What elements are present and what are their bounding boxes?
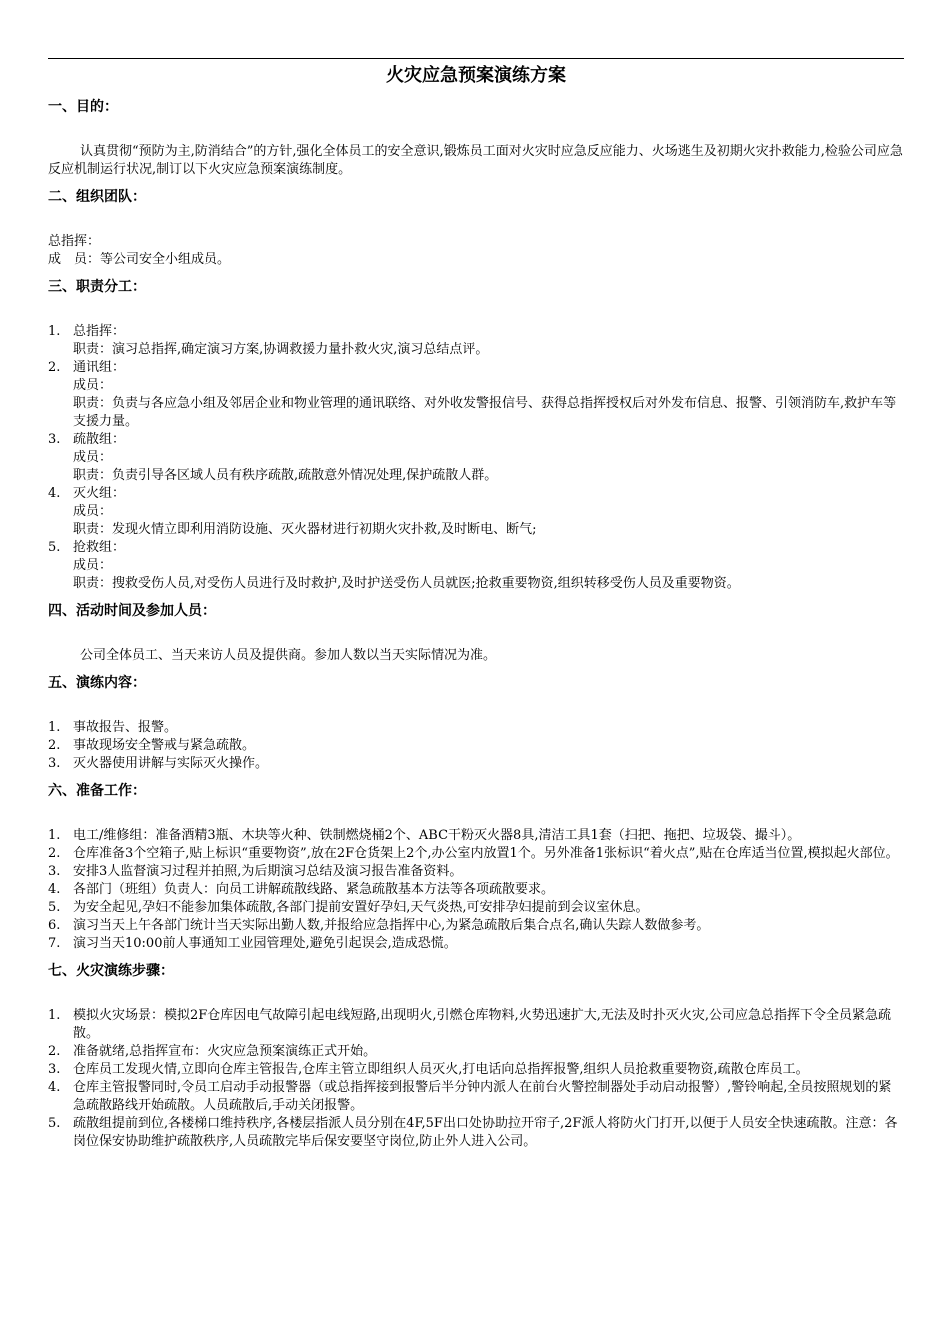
list-item: 4. 仓库主管报警同时,令员工启动手动报警器（或总指挥接到报警后半分钟内派人在前台火警控制器处手动启动报警）,警铃响起,全员按照规划的紧急疏散路线开始疏散。人员疏散后,手动关闭报警。 [48,1080,892,1113]
list-item: 4. 各部门（班组）负责人：向员工讲解疏散线路、紧急疏散基本方法等各项疏散要求。 [48,882,555,897]
list-item: 1. 电工/维修组：准备酒精3瓶、木块等火种、铁制燃烧桶2个、ABC干粉灭火器8具,清洁工具1套（扫把、拖把、垃圾袋、撮斗）。 [48,828,801,843]
list-item: 2. 事故现场安全警戒与紧急疏散。 [48,738,256,753]
list-item: 7. 演习当天10:00前人事通知工业园管理处,避免引起误会,造成恐慌。 [48,936,457,951]
section-heading-time-participants: 四、活动时间及参加人员： [48,603,216,619]
content-list [48,719,904,773]
section-heading-content: 五、演练内容： [48,675,146,691]
duty-line: 职责：演习总指挥,确定演习方案,协调救援力量扑救火灾,演习总结点评。 [73,342,489,357]
list-item: 3. 安排3人监督演习过程并拍照,为后期演习总结及演习报告准备资料。 [48,864,463,879]
list-item: 5. 为安全起见,孕妇不能参加集体疏散,各部门提前安置好孕妇,天气炎热,可安排孕妇提前到会议室休息。 [48,900,649,915]
duty-title: 总指挥： [73,324,126,339]
list-item: 3. 疏散组： 成员： 职责：负责引导各区域人员有秩序疏散,疏散意外情况处理,保护疏散人群。 [48,431,904,485]
duty-title: 抢救组： [73,540,126,555]
document-title: 火灾应急预案演练方案 [386,65,566,86]
list-item: 5. 疏散组提前到位,各楼梯口维持秩序,各楼层指派人员分别在4F,5F出口处协助拉开帘子,2F派人将防火门打开,以便于人员安全快速疏散。注意：各岗位保安协助维护疏散秩序,人员疏散完毕后保安要坚守岗位,防止外人进入公司。 [48,1116,898,1149]
top-rule [48,58,904,59]
team-members: 成 员：等公司安全小组成员。 [48,252,231,267]
section-heading-purpose: 一、目的： [48,99,118,115]
duty-line: 成员： [73,378,113,393]
duty-line: 职责：搜救受伤人员,对受伤人员进行及时救护,及时护送受伤人员就医;抢救重要物资,组织转移受伤人员及重要物资。 [73,576,740,591]
list-item: 4. 灭火组： 成员： 职责：发现火情立即利用消防设施、灭火器材进行初期火灾扑救,及时断电、断气; [48,485,904,539]
list-item: 6. 演习当天上午各部门统计当天实际出勤人数,并报给应急指挥中心,为紧急疏散后集合点名,确认失踪人数做参考。 [48,918,710,933]
list-item: 1. 事故报告、报警。 [48,720,178,735]
duty-line: 职责：负责与各应急小组及邻居企业和物业管理的通讯联络、对外收发警报信号、获得总指挥授权后对外发布信息、报警、引领消防车,救护车等支援力量。 [73,396,897,429]
section-heading-preparation: 六、准备工作： [48,783,146,799]
duty-line: 成员： [73,504,113,519]
section-heading-drill-steps: 七、火灾演练步骤： [48,963,174,979]
duty-line: 成员： [73,558,113,573]
list-item: 1. 模拟火灾场景：模拟2F仓库因电气故障引起电线短路,出现明火,引燃仓库物料,火势迅速扩大,无法及时扑灭火灾,公司应急总指挥下令全员紧急疏散。 [48,1008,891,1041]
list-item: 2. 仓库准备3个空箱子,贴上标识“重要物资”,放在2F仓货架上2个,办公室内放置1个。另外准备1张标识“着火点”,贴在仓库适当位置,模拟起火部位。 [48,846,899,861]
duty-line: 成员： [73,450,113,465]
duties-list [48,323,904,593]
team-commander: 总指挥： [48,234,101,249]
section-heading-team: 二、组织团队： [48,189,146,205]
duty-title: 疏散组： [73,432,126,447]
duty-title: 灭火组： [73,486,126,501]
drill-steps-list [48,1007,904,1151]
duty-line: 职责：负责引导各区域人员有秩序疏散,疏散意外情况处理,保护疏散人群。 [73,468,498,483]
section-heading-duties: 三、职责分工： [48,279,146,295]
list-item: 2. 通讯组： 成员： 职责：负责与各应急小组及邻居企业和物业管理的通讯联络、对外收发警报信号、获得总指挥授权后对外发布信息、报警、引领消防车,救护车等支援力量。 [48,359,904,431]
list-item: 1. 总指挥： 职责：演习总指挥,确定演习方案,协调救援力量扑救火灾,演习总结点评。 [48,323,904,359]
preparation-list [48,827,904,953]
duty-line: 职责：发现火情立即利用消防设施、灭火器材进行初期火灾扑救,及时断电、断气; [73,522,537,537]
list-item: 2. 准备就绪,总指挥宣布：火灾应急预案演练正式开始。 [48,1044,377,1059]
duty-title: 通讯组： [73,360,126,375]
list-item: 3. 灭火器使用讲解与实际灭火操作。 [48,756,269,771]
participants-text: 公司全体员工、当天来访人员及提供商。参加人数以当天实际情况为准。 [80,648,497,663]
list-item: 5. 抢救组： 成员： 职责：搜救受伤人员,对受伤人员进行及时救护,及时护送受伤人员就医;抢救重要物资,组织转移受伤人员及重要物资。 [48,539,904,593]
purpose-text: 认真贯彻“预防为主,防消结合”的方针,强化全体员工的安全意识,锻炼员工面对火灾时应急反应能力、火场逃生及初期火灾扑救能力,检验公司应急反应机制运行状况,制订以下火灾应急预案演练制度。 [48,144,903,177]
document-page [48,58,904,1151]
list-item: 3. 仓库员工发现火情,立即向仓库主管报告,仓库主管立即组织人员灭火,打电话向总指挥报警,组织人员抢救重要物资,疏散仓库员工。 [48,1062,809,1077]
